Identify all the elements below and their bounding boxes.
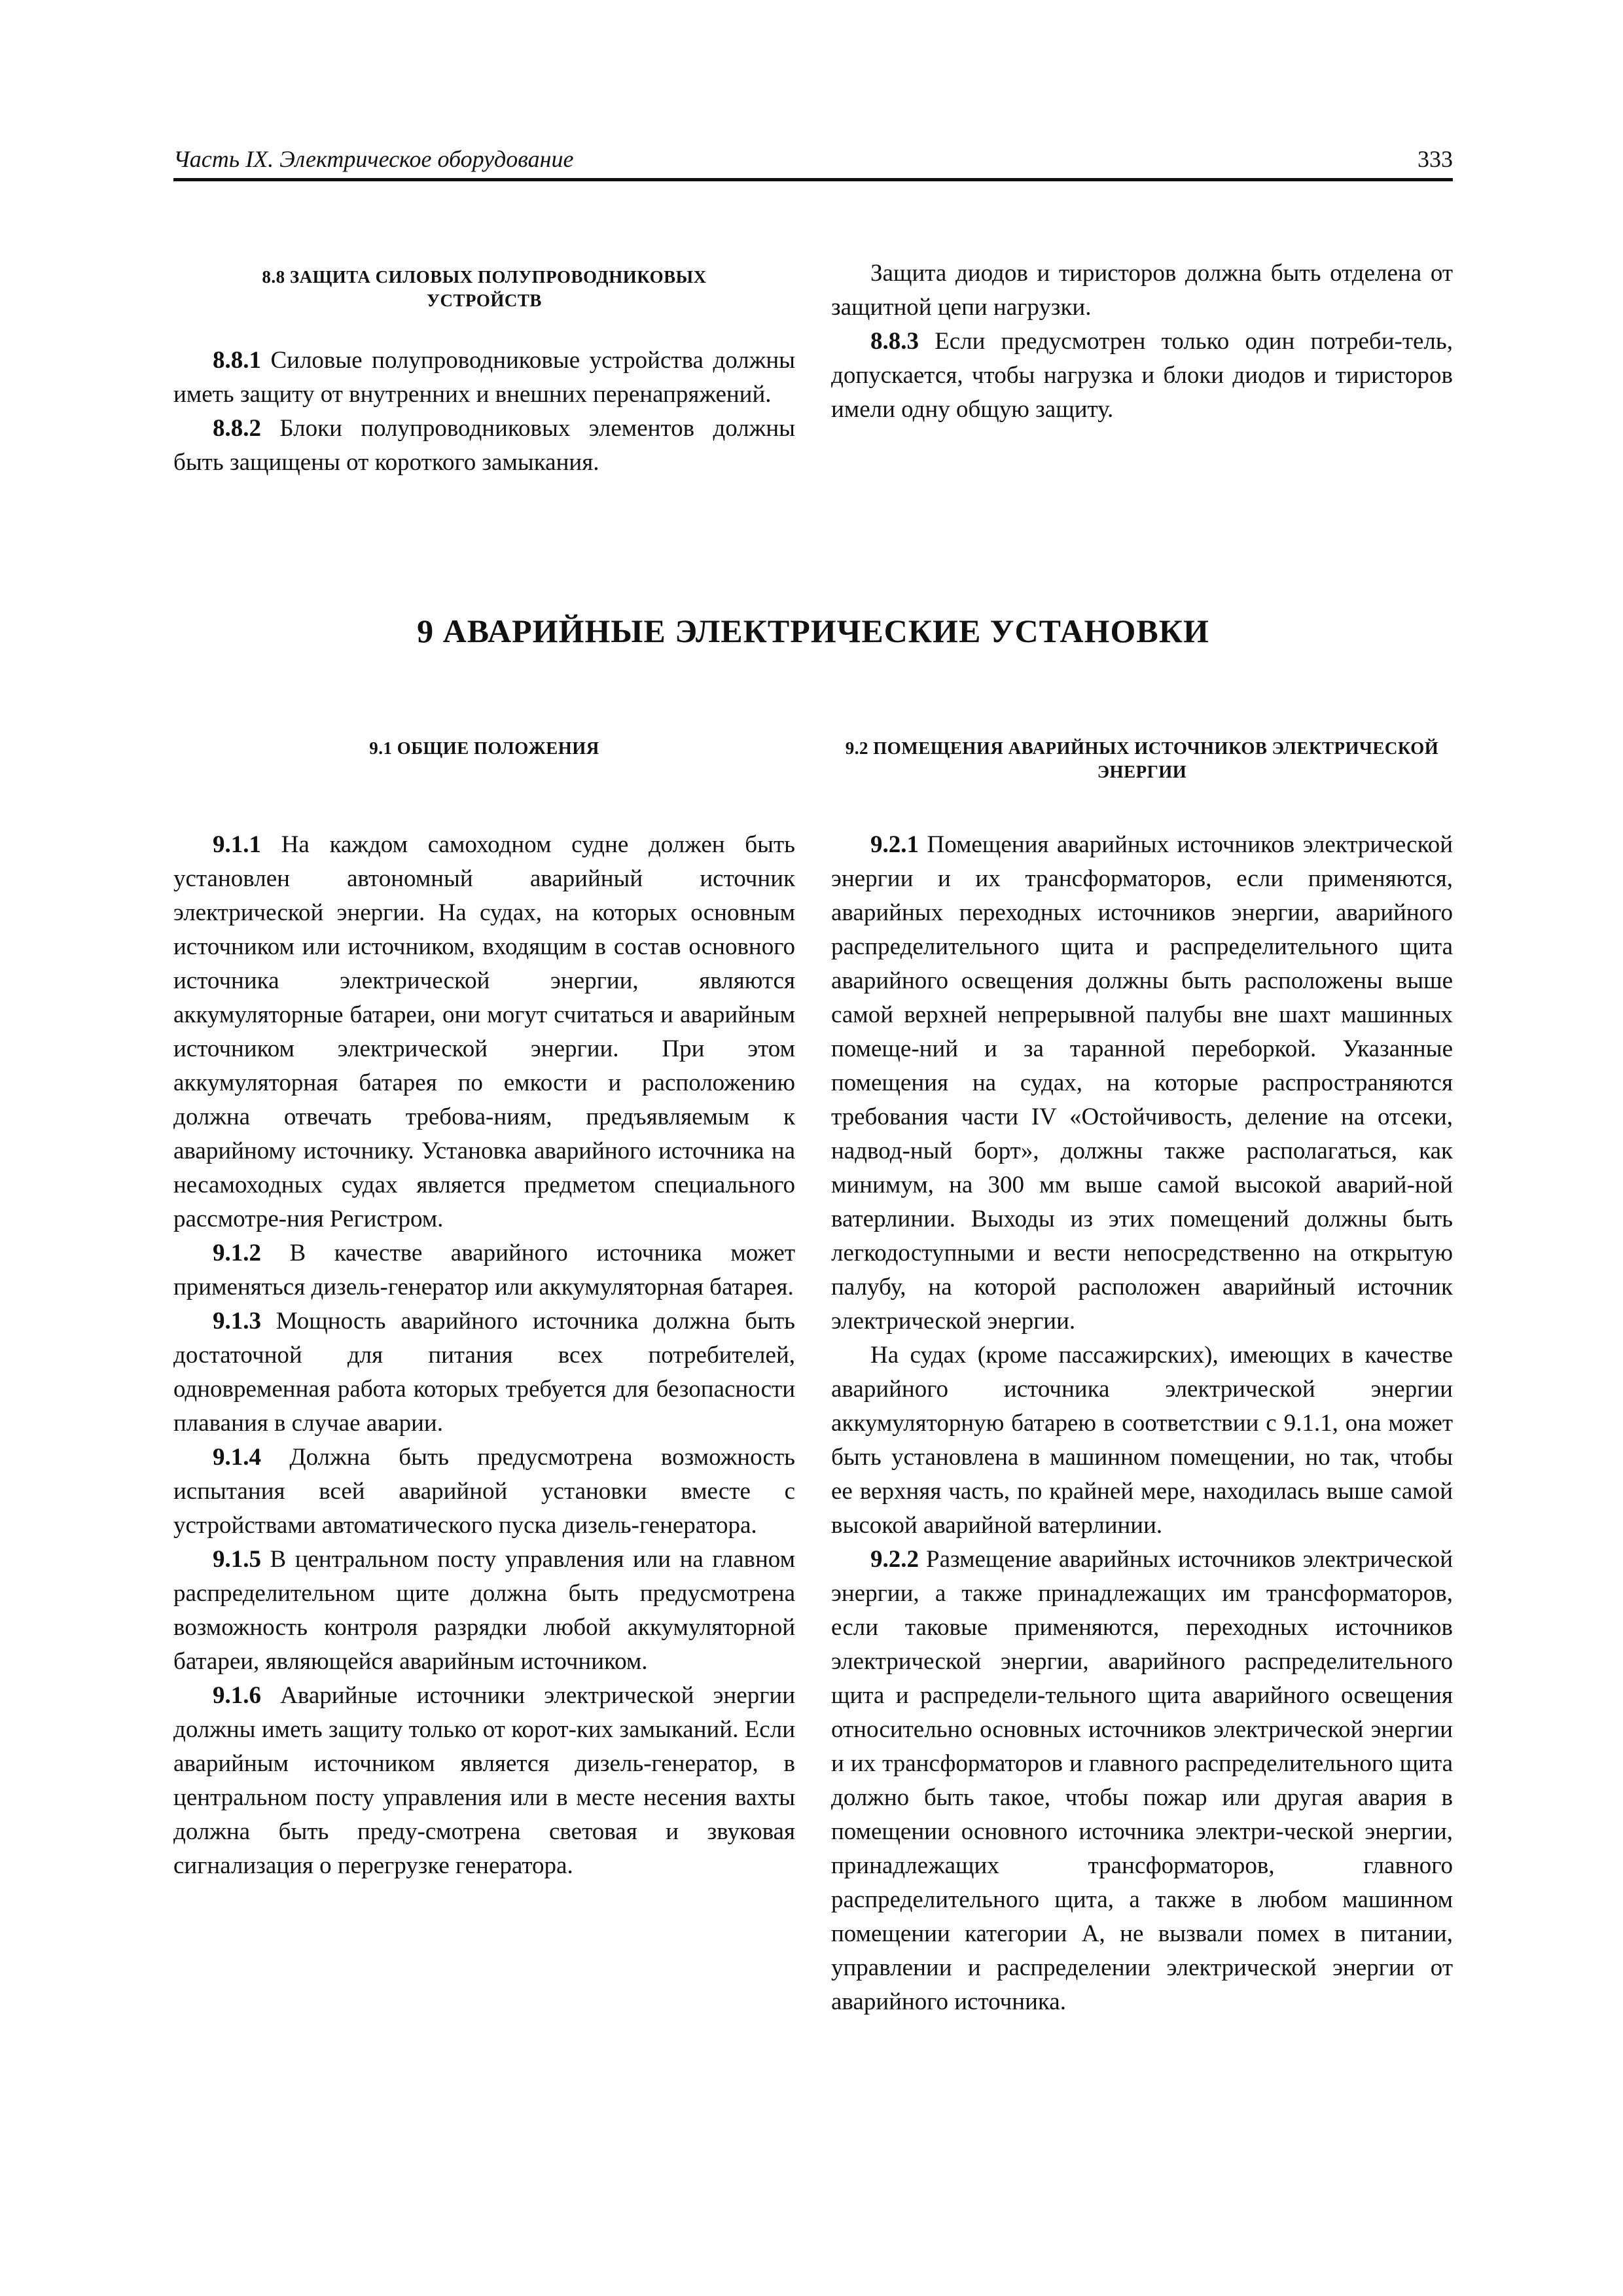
paragraph-9-1-3 <box>173 1304 795 1441</box>
clause-number: 9.1.5 <box>213 1546 261 1573</box>
paragraph-9-2-2 <box>831 1543 1453 2019</box>
clause-number: 9.1.3 <box>213 1308 261 1335</box>
clause-number: 8.8.3 <box>870 328 919 355</box>
section-9-2 <box>831 736 1453 2019</box>
section-9-1-heading: 9.1 ОБЩИЕ ПОЛОЖЕНИЯ <box>369 738 599 758</box>
paragraph-9-2-1-continued: На судах (кроме пассажирских), имеющих в качестве аварийного источника электрической энергии аккумуляторную батарею в соответствии с 9.1.1, она может быть установлена в машинном помещении, но так, чтобы ее верхняя часть, по крайней мере, находилась выше самой высокой аварийной ватерлинии. <box>831 1342 1453 1539</box>
clause-number: 8.8.1 <box>213 347 261 374</box>
clause-number: 9.1.2 <box>213 1240 261 1266</box>
section-8-8-heading: 8.8 ЗАЩИТА СИЛОВЫХ ПОЛУПРОВОДНИКОВЫХ УСТРОЙСТВ <box>262 267 707 310</box>
section-8-8-left <box>173 265 795 480</box>
section-9-1 <box>173 736 795 1883</box>
clause-text: Мощность аварийного источника должна быть достаточной для питания всех потребителей, одновременная работа которых требуется для безопасности плавания в случае аварии. <box>173 1308 795 1437</box>
clause-text: В качестве аварийного источника может применяться дизель-генератор или аккумуляторная батарея. <box>173 1240 795 1300</box>
clause-text: Должна быть предусмотрена возможность испытания всей аварийной установки вместе с устройствами автоматического пуска дизель-генератора. <box>173 1444 795 1539</box>
paragraph-8-8-2 <box>173 412 795 480</box>
paragraph-9-1-2 <box>173 1236 795 1304</box>
paragraph-9-1-6 <box>173 1679 795 1883</box>
clause-number: 8.8.2 <box>213 415 261 442</box>
paragraph-9-1-1 <box>173 828 795 1236</box>
clause-text: Блоки полупроводниковых элементов должны быть защищены от короткого замыкания. <box>173 415 795 476</box>
clause-text: Аварийные источники электрической энергии должны иметь защиту только от корот-ких замыканий. Если аварийным источником является дизель-генератор, в центральном посту управления или в месте несения вахты должна быть преду-смотрена световая и звуковая сигнализация о перегрузке генератора. <box>173 1682 795 1879</box>
paragraph-9-1-4 <box>173 1441 795 1543</box>
section-8-8-right <box>831 257 1453 427</box>
clause-number: 9.1.1 <box>213 831 261 858</box>
clause-number: 9.2.1 <box>870 831 919 858</box>
paragraph-8-8-3 <box>831 325 1453 427</box>
running-header <box>173 139 1453 181</box>
paragraph-8-8-1 <box>173 344 795 412</box>
section-9-2-heading: 9.2 ПОМЕЩЕНИЯ АВАРИЙНЫХ ИСТОЧНИКОВ ЭЛЕКТРИЧЕСКОЙ ЭНЕРГИИ <box>845 738 1439 781</box>
clause-text: Размещение аварийных источников электрической энергии, а также принадлежащих им трансформаторов, если таковые применяются, переходных источников электрической энергии, аварийного распределительного щита и распредели-тельного щита аварийного освещения относительно основных источников электрической энергии и их трансформаторов и главного распределительного щита должно быть такое, чтобы пожар или другая авария в помещении основного источника электри-ческой энергии, принадлежащих трансформаторов, главного распределительного щита, а также в любом машинном помещении категории А, не вызвали помех в питании, управлении и распределении электрической энергии от аварийного источника. <box>831 1546 1453 2015</box>
chapter-title: 9 АВАРИЙНЫЕ ЭЛЕКТРИЧЕСКИЕ УСТАНОВКИ <box>417 613 1209 649</box>
page-number: 333 <box>1418 146 1453 172</box>
running-header-title: Часть IX. Электрическое оборудование <box>173 146 574 172</box>
paragraph-8-8-2-continued: Защита диодов и тиристоров должна быть отделена от защитной цепи нагрузки. <box>831 260 1453 321</box>
paragraph-9-2-1 <box>831 828 1453 1338</box>
clause-number: 9.1.4 <box>213 1444 261 1471</box>
clause-text: Силовые полупроводниковые устройства должны иметь защиту от внутренних и внешних перенапряжений. <box>173 347 795 408</box>
clause-text: В центральном посту управления или на главном распределительном щите должна быть предусмотрена возможность контроля разрядки любой аккумуляторной батареи, являющейся аварийным источником. <box>173 1546 795 1675</box>
clause-text: Помещения аварийных источников электрической энергии и их трансформаторов, если применяются, аварийных переходных источников энергии, аварийного распределительного щита и распределительного щита аварийного освещения должны быть расположены выше самой верхней непрерывной палубы вне шахт машинных помеще-ний и за таранной переборкой. Указанные помещения на судах, на которые распространяются требования части IV «Остойчивость, деление на отсеки, надвод-ный борт», должны также располагаться, как минимум, на 300 мм выше самой высокой аварий-ной ватерлинии. Выходы из этих помещений должны быть легкодоступными и вести непосредственно на открытую палубу, на которой расположен аварийный источник электрической энергии. <box>831 831 1453 1335</box>
clause-number: 9.1.6 <box>213 1682 261 1709</box>
clause-text: Если предусмотрен только один потреби-тель, допускается, чтобы нагрузка и блоки диодов и тиристоров имели одну общую защиту. <box>831 328 1453 423</box>
clause-text: На каждом самоходном судне должен быть установлен автономный аварийный источник электрической энергии. На судах, на которых основным источником или источником, входящим в состав основного источника электрической энергии, являются аккумуляторные батареи, они могут считаться и аварийным источником электрической энергии. При этом аккумуляторная батарея по емкости и расположению должна отвечать требова-ниям, предъявляемым к аварийному источнику. Установка аварийного источника на несамоходных судах является предметом специального рассмотре-ния Регистром. <box>173 831 795 1232</box>
clause-number: 9.2.2 <box>870 1546 919 1573</box>
paragraph-9-1-5 <box>173 1543 795 1679</box>
